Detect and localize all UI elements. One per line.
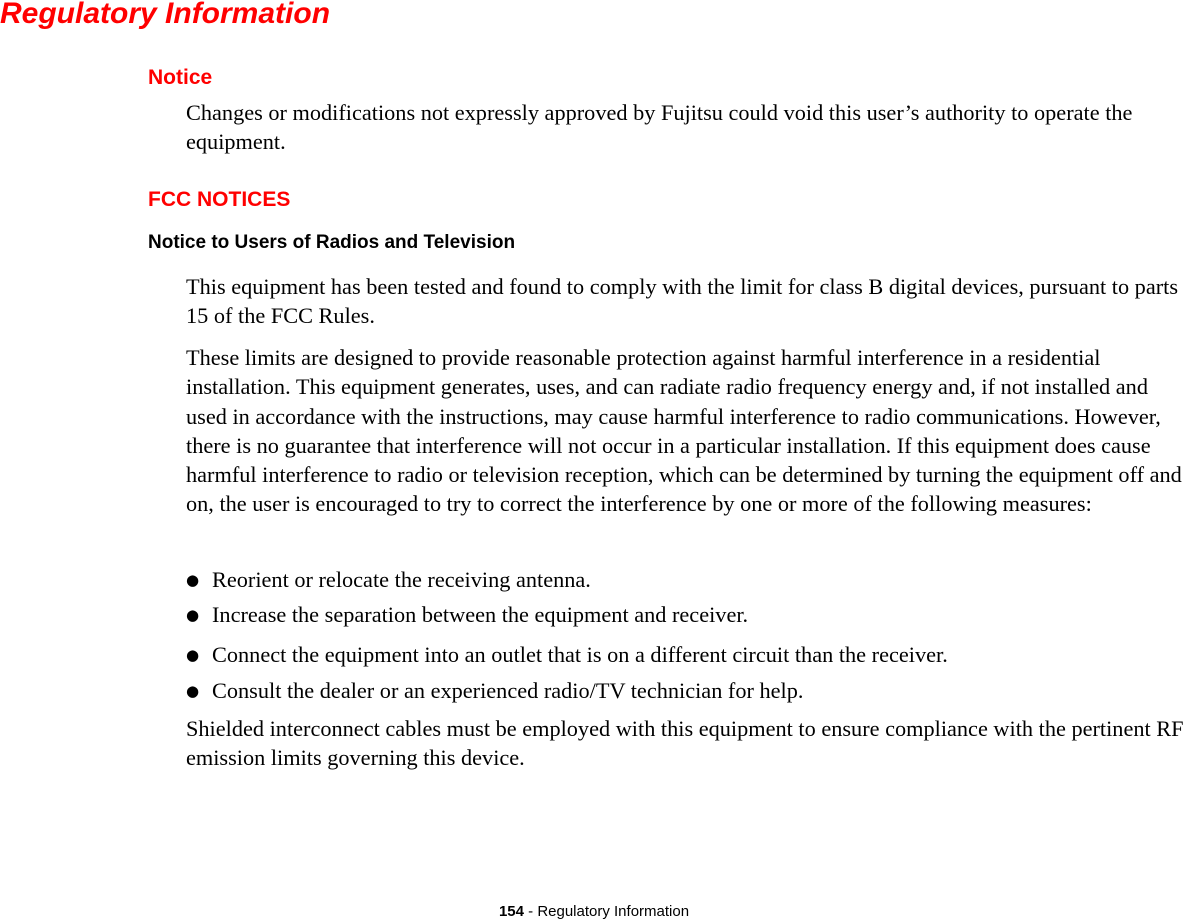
list-item xyxy=(186,640,1176,670)
page-number: 154 xyxy=(498,903,524,920)
list-item-text: Connect the equipment into an outlet that is on a different circuit than the receiver. xyxy=(212,642,948,667)
list-item xyxy=(186,600,1176,630)
fcc-paragraph-2: These limits are designed to provide reasonable protection against harmful interference in a residential installation. This equipment generates, uses, and can radiate radio frequency energy and, if not installed and used in accordance with the instructions, may cause harmful interference to radio communications. However, there is no guarantee that interference will not occur in a particular installation. If this equipment does cause harmful interference to radio or television reception, which can be determined by turning the equipment off and on, the user is encouraged to try to correct the interference by one or more of the following measures: xyxy=(186,345,1182,517)
footer-separator: - xyxy=(523,903,538,920)
fcc-paragraph-3: Shielded interconnect cables must be employed with this equipment to ensure compliance with the pertinent RF emission limits governing this device. xyxy=(186,716,1184,771)
footer-section: Regulatory Information xyxy=(537,903,690,920)
fcc-subheading: Notice to Users of Radios and Television xyxy=(148,232,516,253)
list-item xyxy=(186,676,1176,706)
fcc-paragraph-1: This equipment has been tested and found to comply with the limit for class B digital devices, pursuant to parts 15 of the FCC Rules. xyxy=(186,274,1179,329)
notice-text: Changes or modifications not expressly approved by Fujitsu could void this user’s authority to operate the equipment. xyxy=(186,100,1133,155)
fcc-heading: FCC NOTICES xyxy=(148,188,291,211)
bullet-icon: ● xyxy=(186,571,200,589)
notice-heading: Notice xyxy=(148,66,213,89)
list-item-text: Reorient or relocate the receiving antenna. xyxy=(212,567,591,592)
list-item xyxy=(186,565,1176,595)
list-item-text: Increase the separation between the equipment and receiver. xyxy=(212,602,749,627)
list-item-text: Consult the dealer or an experienced radio/TV technician for help. xyxy=(212,678,804,703)
bullet-icon: ● xyxy=(186,682,200,700)
bullet-icon: ● xyxy=(186,606,200,624)
page-title: Regulatory Information xyxy=(0,0,331,30)
page-footer xyxy=(0,902,1188,922)
bullet-icon: ● xyxy=(186,646,200,664)
